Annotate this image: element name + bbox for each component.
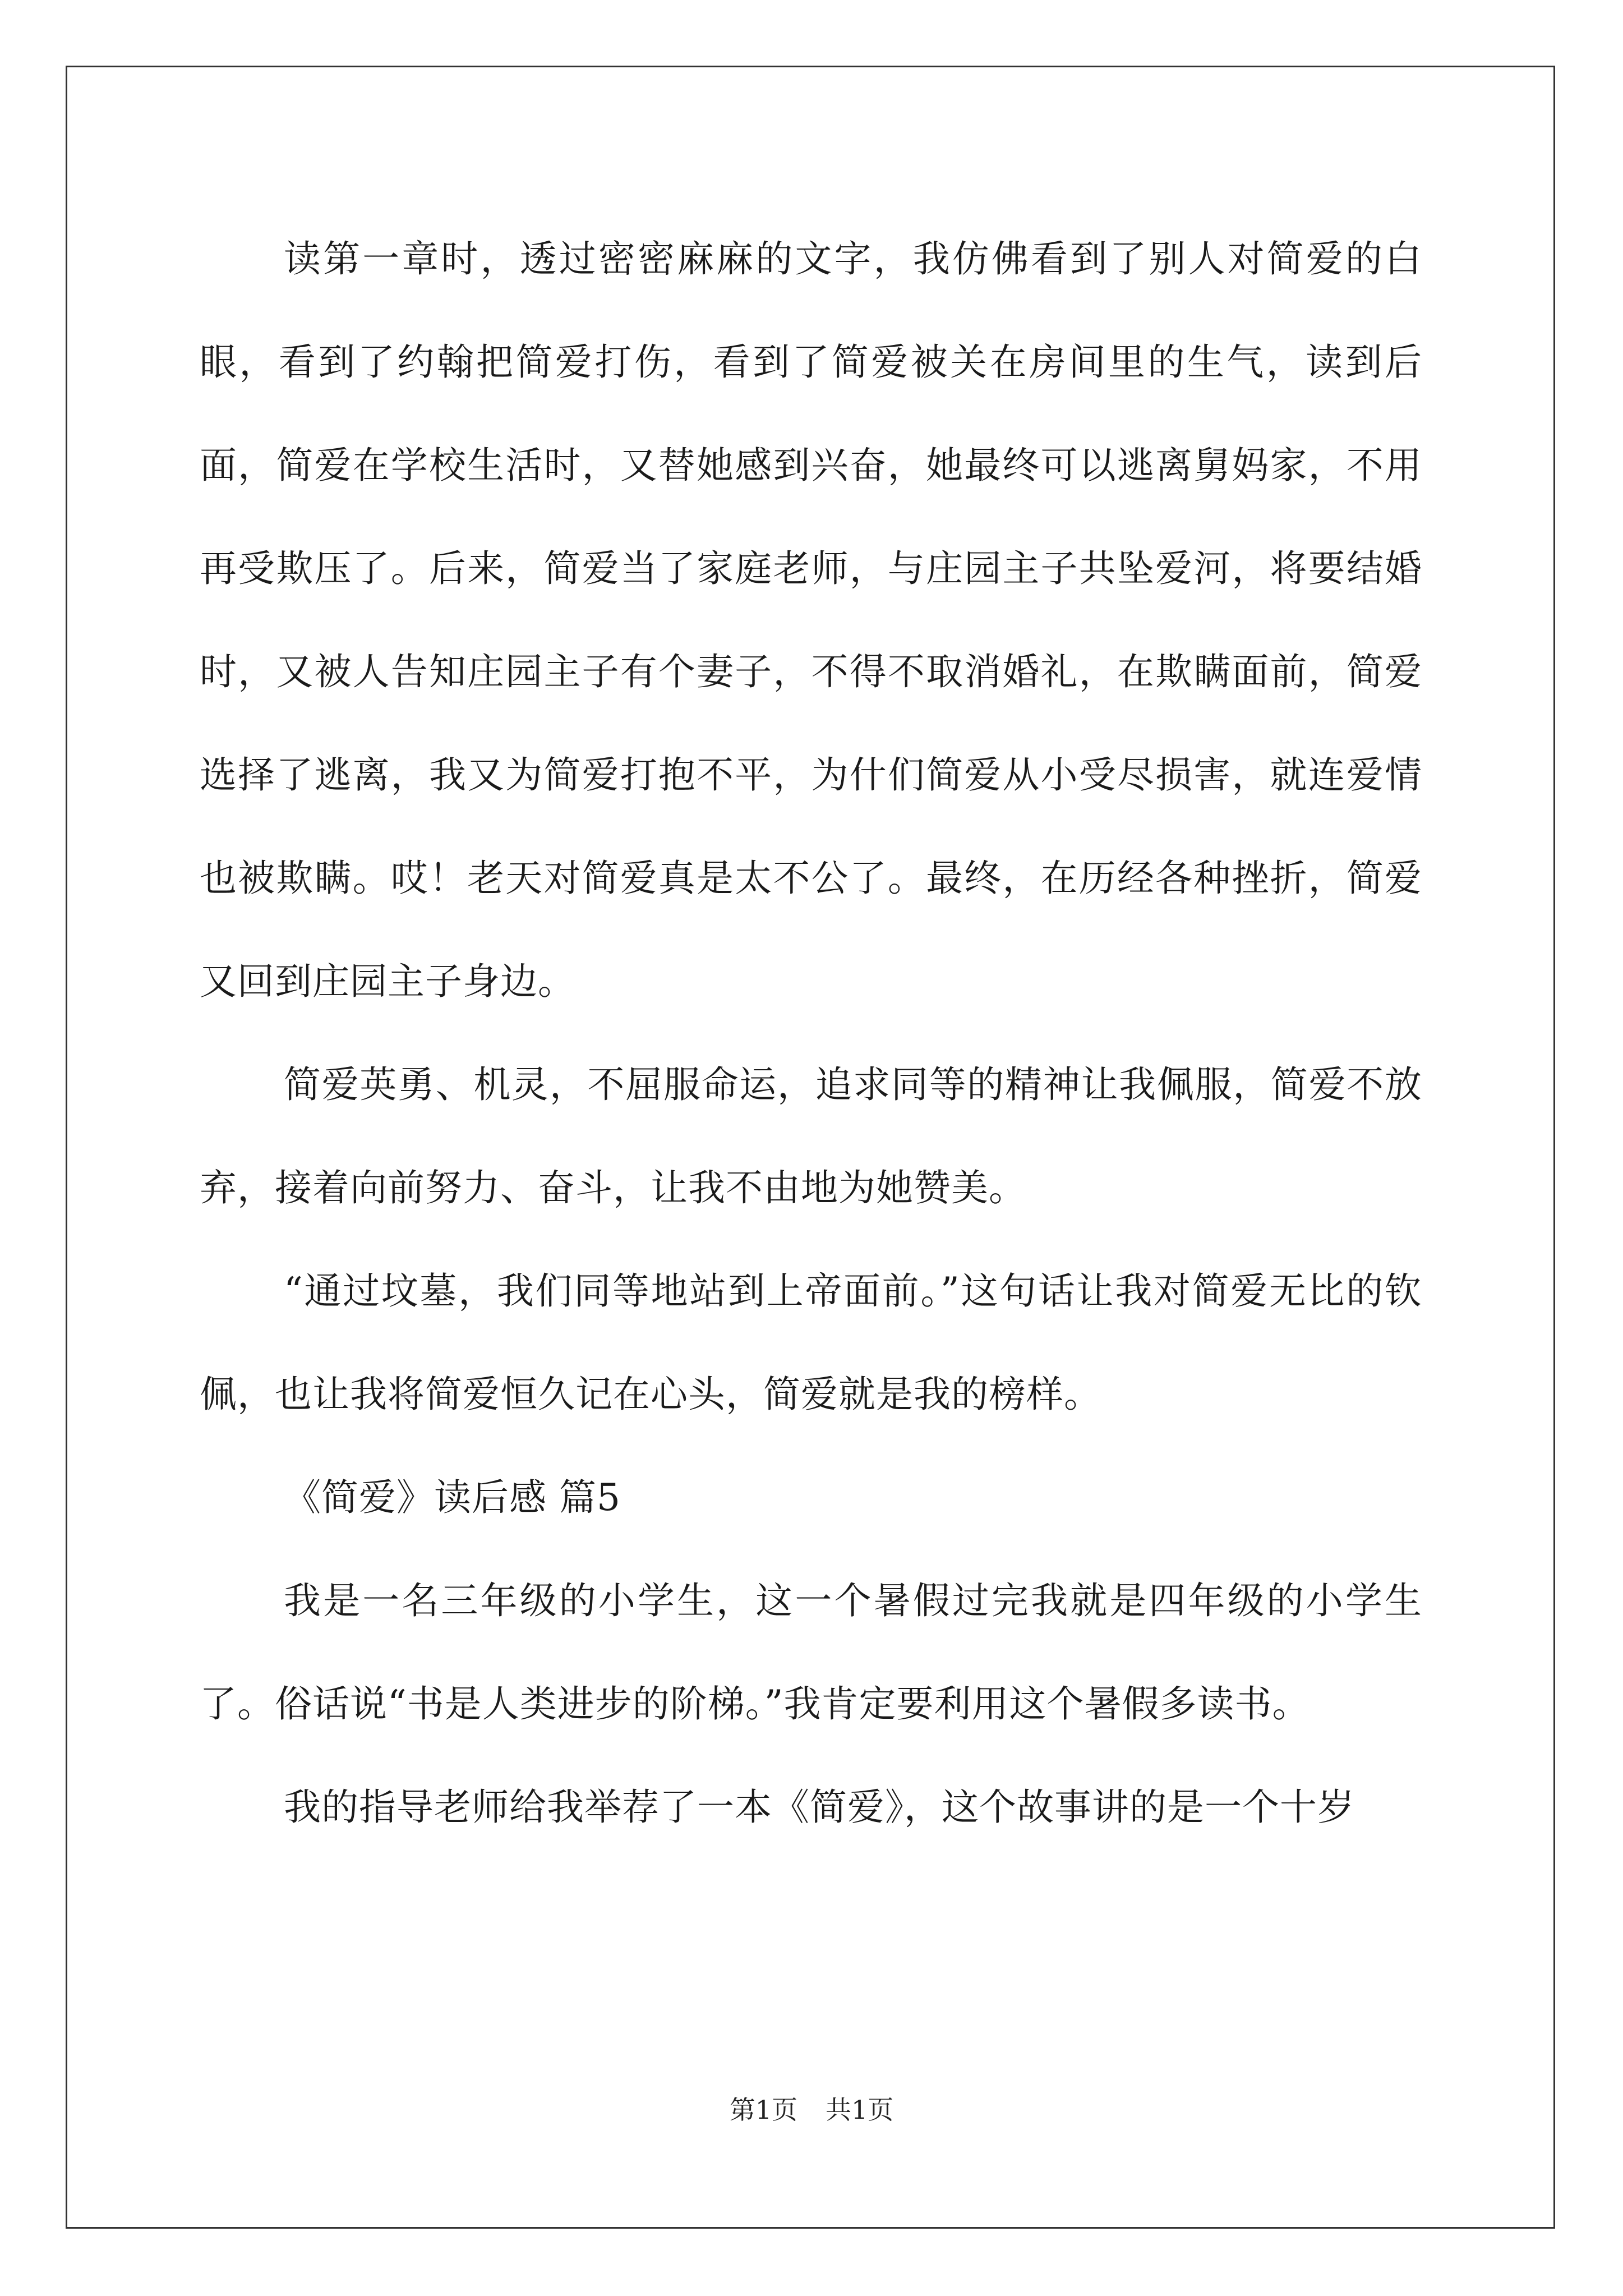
paragraph-teacher-recommendation: 我的指导老师给我举荐了一本《简爱》，这个故事讲的是一个十岁 [284, 1786, 1355, 1829]
page-number: 第1页 [729, 2095, 797, 2125]
section-heading: 《简爱》读后感 篇5 [284, 1476, 621, 1519]
paragraph-quote: “通过坟墓，我们同等地站到上帝面前。”这句话让我对简爱无比的钦佩，也让我将简爱恒久记在心头，简爱就是我的榜样。 [200, 1269, 1422, 1416]
document-body [200, 208, 1422, 1859]
page-total: 共1页 [826, 2095, 894, 2125]
page-footer [0, 2090, 1623, 2127]
paragraph-summer-reading: 我是一名三年级的小学生，这一个暑假过完我就是四年级的小学生了。俗话说“书是人类进步的阶梯。”我肯定要利用这个暑假多读书。 [200, 1579, 1422, 1726]
paragraph-jane-eyre-traits: 简爱英勇、机灵，不屈服命运，追求同等的精神让我佩服，简爱不放弃，接着向前努力、奋斗，让我不由地为她赞美。 [200, 1063, 1422, 1209]
paragraph-chapter-one: 读第一章时，透过密密麻麻的文字，我仿佛看到了别人对简爱的白眼，看到了约翰把简爱打伤，看到了简爱被关在房间里的生气，读到后面，简爱在学校生活时，又替她感到兴奋，她最终可以逃离舅妈家，不用再受欺压了。后来，简爱当了家庭老师，与庄园主子共坠爱河，将要结婚时，又被人告知庄园主子有个妻子，不得不取消婚礼，在欺瞒面前，简爱选择了逃离，我又为简爱打抱不平，为什们简爱从小受尽损害，就连爱情也被欺瞒。哎！老天对简爱真是太不公了。最终，在历经各种挫折，简爱又回到庄园主子身边。 [200, 237, 1422, 1003]
